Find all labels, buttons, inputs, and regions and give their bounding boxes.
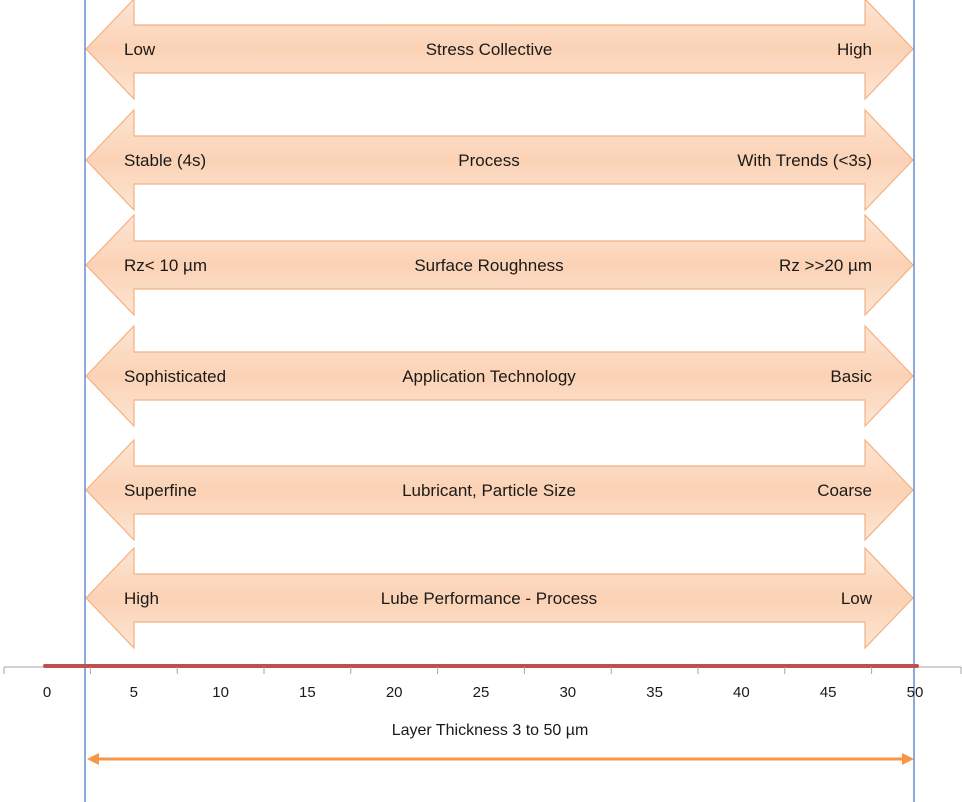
arrow-center-label: Application Technology — [402, 367, 576, 386]
arrow-left-label: High — [124, 589, 159, 608]
arrow-center-label: Stress Collective — [425, 40, 553, 59]
double-arrow-1 — [86, 0, 913, 99]
tick-label: 5 — [129, 684, 138, 701]
double-arrow-3 — [86, 215, 913, 315]
tick-label: 20 — [385, 684, 403, 701]
arrow-center-label: Surface Roughness — [414, 256, 564, 275]
arrow-left-label: Sophisticated — [124, 367, 227, 386]
thickness-axis — [4, 666, 961, 765]
arrow-right-label: Basic — [830, 367, 872, 386]
tick-label: 0 — [42, 684, 52, 701]
arrow-center-label: Lubricant, Particle Size — [402, 481, 576, 500]
double-arrows — [86, 0, 913, 648]
double-arrow-6 — [86, 548, 913, 648]
tick-label: 40 — [733, 684, 750, 701]
tick-label: 30 — [559, 684, 577, 701]
arrow-center-label: Lube Performance - Process — [380, 589, 598, 608]
range-arrow-left-head — [87, 753, 99, 765]
tick-label: 15 — [299, 684, 316, 701]
arrow-right-label: Rz >>20 µm — [779, 256, 872, 275]
thickness-range-arrow — [87, 753, 914, 765]
arrow-left-label: Low — [124, 40, 156, 59]
tick-label: 25 — [472, 684, 490, 701]
arrow-right-label: With Trends (<3s) — [737, 151, 872, 170]
arrow-center-label: Process — [458, 151, 520, 170]
arrow-right-label: High — [837, 40, 872, 59]
tick-label: 10 — [212, 684, 229, 701]
range-arrow-right-head — [902, 753, 914, 765]
double-arrow-4 — [86, 326, 913, 426]
arrow-left-label: Rz< 10 µm — [124, 256, 208, 275]
tick-label: 35 — [646, 684, 663, 701]
arrow-left-label: Stable (4s) — [124, 151, 207, 170]
axis-caption: Layer Thickness 3 to 50 µm — [391, 722, 589, 739]
tick-label: 45 — [819, 684, 837, 701]
tick-label: 50 — [906, 684, 924, 701]
double-arrow-2 — [86, 110, 913, 210]
arrow-left-label: Superfine — [124, 481, 197, 500]
arrow-right-label: Coarse — [817, 481, 872, 500]
arrow-right-label: Low — [840, 589, 872, 608]
guide-lines — [85, 0, 914, 802]
double-arrow-5 — [86, 440, 913, 540]
